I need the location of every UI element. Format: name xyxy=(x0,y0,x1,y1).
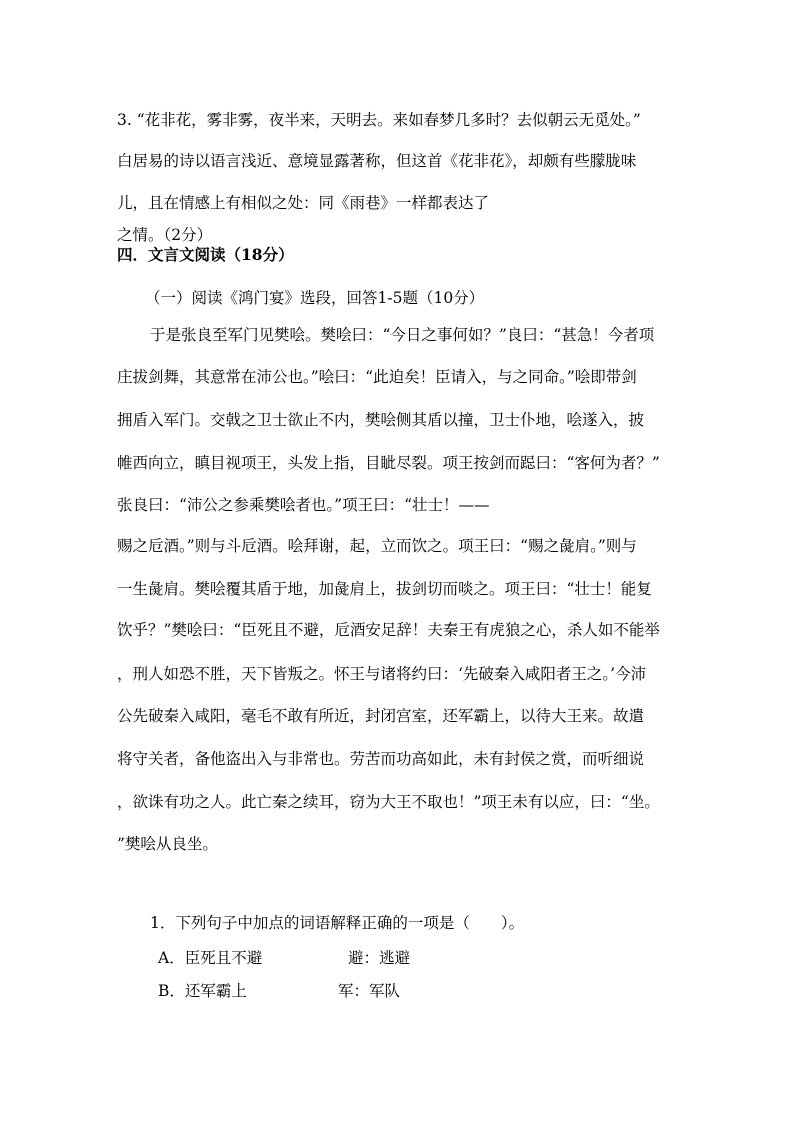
option-a-label: A．臣死且不避 xyxy=(158,949,263,967)
option-b-explanation: 军：军队 xyxy=(338,982,401,1000)
passage-line: ，欲诛有功之人。此亡秦之续耳，窃为大王不取也！”项王未有以应，曰：“坐。 xyxy=(117,793,660,811)
passage-line: 赐之卮酒。”则与斗卮酒。哙拜谢，起，立而饮之。项王曰：“赐之彘肩。”则与 xyxy=(117,537,637,555)
passage-line: 一生彘肩。樊哙覆其盾于地，加彘肩上，拔剑切而啖之。项王曰：“壮士！能复 xyxy=(117,580,652,598)
question-3-line-4: 之情。（2分） xyxy=(117,226,213,244)
question-3-line-1: 3. “花非花，雾非雾，夜半来，天明去。来如春梦几多时？去似朝云无觅处。” xyxy=(117,111,641,129)
section-4-subheading: （一）阅读《鸿门宴》选段，回答1-5题（10分） xyxy=(145,289,485,307)
passage-line: 庄拔剑舞，其意常在沛公也。”哙曰：“此迫矣！臣请入，与之同命。”哙即带剑 xyxy=(117,368,637,386)
question-3-line-2: 白居易的诗以语言浅近、意境显露著称，但这首《花非花》，却颇有些朦胧味 xyxy=(117,152,637,170)
option-b-label: B．还军霸上 xyxy=(158,982,247,1000)
option-b xyxy=(158,981,401,1001)
passage-line: 公先破秦入咸阳，毫毛不敢有所近，封闭宫室，还军霸上，以待大王来。故遣 xyxy=(117,707,645,725)
section-4-heading: 四．文言文阅读（18分） xyxy=(117,245,294,264)
passage-line: ”樊哙从良坐。 xyxy=(117,835,218,853)
passage-line: 帷西向立，瞋目视项王，头发上指，目眦尽裂。项王按剑而跽曰：“客何为者？” xyxy=(117,454,660,472)
passage-line: 将守关者，备他盗出入与非常也。劳苦而功高如此，未有封侯之赏，而听细说 xyxy=(117,750,645,768)
passage-line: 于是张良至军门见樊哙。樊哙曰：“今日之事何如？”良曰：“甚急！今者项 xyxy=(150,326,655,344)
option-a-explanation: 避：逃避 xyxy=(348,949,411,967)
question-3-line-3: 儿，且在情感上有相似之处：同《雨巷》一样都表达了 xyxy=(117,194,490,212)
passage-line: ，刑人如恐不胜，天下皆叛之。怀王与诸将约曰：‘先破秦入咸阳者王之。’今沛 xyxy=(117,665,647,683)
option-a xyxy=(158,948,411,968)
passage-line: 饮乎？”樊哙曰：“臣死且不避，卮酒安足辞！夫秦王有虎狼之心，杀人如不能举 xyxy=(117,621,660,639)
passage-line: 张良曰：“沛公之参乘樊哙者也。”项王曰：“壮士！—— xyxy=(117,496,490,514)
passage-line: 拥盾入军门。交戟之卫士欲止不内，樊哙侧其盾以撞，卫士仆地，哙遂入，披 xyxy=(117,411,645,429)
question-1-stem: 1．下列句子中加点的词语解释正确的一项是（ ）。 xyxy=(150,914,525,932)
